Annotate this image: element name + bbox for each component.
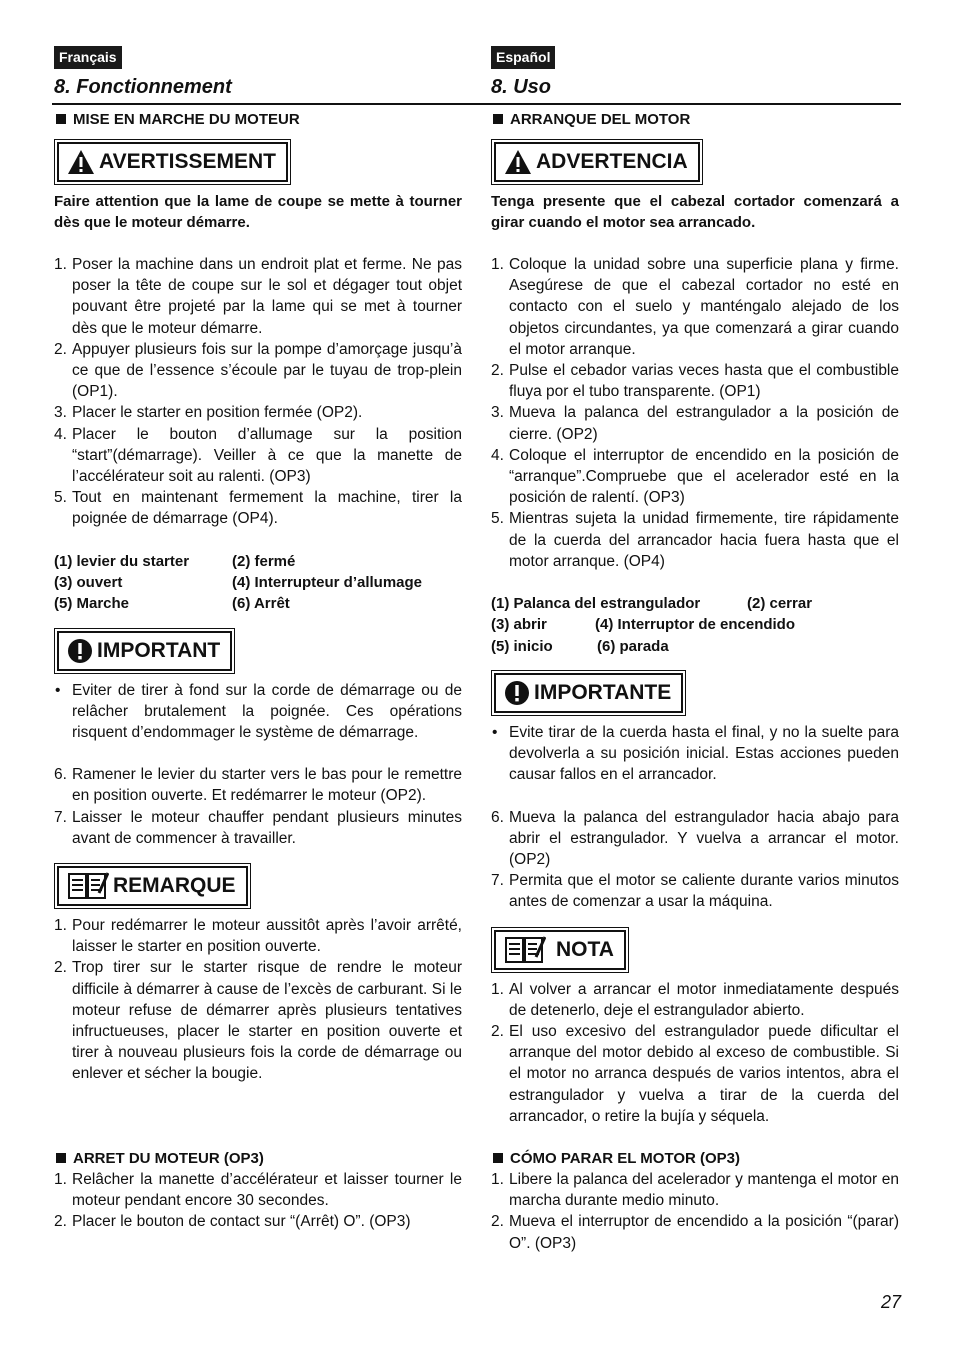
list-item xyxy=(54,915,462,957)
list-item-number: 5. xyxy=(491,510,504,528)
list-item-text: Al volver a arrancar el motor inmediatamente después de detenerlo, deje el estrangulador abierto. xyxy=(509,980,899,1019)
note-list xyxy=(491,979,899,1127)
square-bullet-icon xyxy=(493,1153,503,1163)
legend-item: (2) cerrar xyxy=(747,595,813,613)
legend-row xyxy=(54,551,462,572)
list-item-number: 1. xyxy=(54,1170,67,1188)
list-item-text: Placer le bouton de contact sur “(Arrêt) O”. (OP3) xyxy=(72,1212,411,1230)
legend-item: (1) Palanca del estrangulador xyxy=(491,595,701,613)
warning-box: AVERTISSEMENT xyxy=(57,142,288,182)
list-item-number: 2. xyxy=(54,340,67,358)
list-item-number: 1. xyxy=(491,980,504,998)
list-item-text: Tout en maintenant fermement la machine, tirer la poignée de démarrage (OP4). xyxy=(72,489,462,528)
continue-steps xyxy=(491,807,899,913)
list-item-number: 7. xyxy=(491,872,504,890)
legend-item: (2) fermé xyxy=(232,552,296,570)
list-item-text: Appuyer plusieurs fois sur la pompe d’amorçage jusqu’à ce que de l’essence s’écoule par le tuyau de trop-plein (OP1). xyxy=(72,340,462,401)
heading-stop-engine: CÓMO PARAR EL MOTOR (OP3) xyxy=(491,1148,899,1169)
list-item-number: 6. xyxy=(491,808,504,826)
list-item xyxy=(54,424,462,488)
list-item xyxy=(54,1169,462,1211)
important-list xyxy=(491,722,899,786)
list-item-number: 2. xyxy=(54,959,67,977)
section-title: 8. Uso xyxy=(491,76,552,98)
warning-triangle-icon xyxy=(67,149,95,175)
continue-steps xyxy=(54,764,462,849)
page-number: 27 xyxy=(880,1292,901,1312)
list-item-number: 4. xyxy=(491,446,504,464)
legend-item: (1) levier du starter xyxy=(54,552,190,570)
list-item-text: Pulse el cebador varias veces hasta que el combustible fluya por el tubo transparente. (OP1) xyxy=(509,362,899,401)
square-bullet-icon xyxy=(493,114,503,124)
legend-row xyxy=(491,636,899,657)
legend-item: (5) Marche xyxy=(54,595,130,613)
stop-steps xyxy=(54,1169,462,1233)
list-item xyxy=(491,402,899,444)
list-item-number: 2. xyxy=(491,362,504,380)
list-item-number: 3. xyxy=(54,404,67,422)
legend-item: (6) Arrêt xyxy=(232,595,290,613)
legend-item: (5) inicio xyxy=(491,637,553,655)
list-item-number: 1. xyxy=(491,1170,504,1188)
exclamation-icon xyxy=(504,680,530,706)
legend-item: (3) ouvert xyxy=(54,573,123,591)
start-steps xyxy=(54,254,462,530)
list-item-text: Relâcher la manette d’accélérateur et laisser tourner le moteur pendant encore 30 secondes. xyxy=(72,1170,462,1209)
legend-item: (6) parada xyxy=(597,637,669,655)
list-item-number: 2. xyxy=(54,1212,67,1230)
legend-item: (4) Interrupteur d’allumage xyxy=(232,573,423,591)
list-item-number: 2. xyxy=(491,1213,504,1231)
list-item xyxy=(491,254,899,360)
warning-text: Faire attention que la lame de coupe se mette à tourner dès que le moteur démarre. xyxy=(54,193,462,231)
list-item-text: Pour redémarrer le moteur aussitôt après l’avoir arrêté, laisser le starter en position ouverte. xyxy=(72,916,462,956)
stop-steps xyxy=(491,1169,899,1254)
list-item-text: Libere la palanca del acelerador y mantenga el motor en marcha durante medio minuto. xyxy=(509,1170,899,1210)
list-item xyxy=(54,957,462,1084)
list-item xyxy=(491,979,899,1021)
list-item-text: Mueva la palanca del estrangulador hacia abajo para abrir el estrangulador. Y vuelva a arrancar el motor. (OP2) xyxy=(509,808,899,868)
list-item-text: Laisser le moteur chauffer pendant plusieurs minutes avant de commencer à travailler. xyxy=(72,808,462,847)
start-steps xyxy=(491,254,899,572)
legend xyxy=(491,593,899,657)
list-item-text: Permita que el motor se caliente durante varios minutos antes de comenzar a usar la máquina. xyxy=(509,872,899,911)
important-box: IMPORTANTE xyxy=(494,673,683,713)
list-item-text: Coloque la unidad sobre una superficie plana y firme. Asegúrese de que el cabezal cortador no esté en contacto con el suelo y manténgalo alejado de los objetos circundantes, ya que comenzará a girar cuando el motor arranque. xyxy=(509,256,899,358)
list-item xyxy=(491,1211,899,1253)
list-item-text: Placer le bouton d’allumage sur la position “start”(démarrage). Veiller à ce que la manette de l’accélérateur soit au ralenti. (OP3) xyxy=(72,425,462,486)
list-item-text: Coloque el interruptor de encendido en la posición de “arranque”.Compruebe que el acelerador esté en la posición de ralentí. (OP3) xyxy=(509,446,899,507)
list-item xyxy=(54,764,462,806)
important-list xyxy=(54,680,462,744)
list-item xyxy=(491,360,899,402)
heading-stop-engine: ARRET DU MOTEUR (OP3) xyxy=(54,1148,462,1169)
list-item-number: 7. xyxy=(54,808,67,826)
list-item-text: Mientras sujeta la unidad firmemente, tire rápidamente de la cuerda del arrancador hacia fuera hasta que el motor arranque. (OP4) xyxy=(509,510,899,570)
legend-row xyxy=(54,572,462,593)
language-tag: Español xyxy=(491,46,555,69)
list-item-text: El uso excesivo del estrangulador puede dificultar el arranque del motor debido al exceso de combustible. Si el motor no arranca después de varios intentos, abra el estrangulador y vuelva a tirar de la cuerda del arrancador, o retire la bujía y séquela. xyxy=(509,1022,899,1125)
list-item-number: 1. xyxy=(54,256,67,273)
list-item xyxy=(491,870,899,912)
list-item-text: Poser la machine dans un endroit plat et ferme. Ne pas poser la tête de coupe sur le sol et dégager tout objet pouvant être projeté par la lame qui se met à tourner dès que le moteur démarre. xyxy=(72,256,462,337)
heading-start-engine: ARRANQUE DEL MOTOR xyxy=(491,109,899,130)
square-bullet-icon xyxy=(56,114,66,124)
column-spanish xyxy=(491,46,899,1254)
list-item-text: Placer le starter en position fermée (OP2). xyxy=(72,404,363,422)
language-tag: Français xyxy=(54,46,122,69)
legend-item: (3) abrir xyxy=(491,616,547,634)
list-item xyxy=(54,807,462,849)
list-item xyxy=(54,1211,462,1232)
note-book-icon xyxy=(504,935,546,965)
list-item-number: 4. xyxy=(54,425,67,443)
warning-box: ADVERTENCIA xyxy=(494,142,700,182)
list-item: • Evite tirar de la cuerda hasta el final, y no la suelte para devolverla a su posición inicial. Estas acciones pueden causar fallos en el arrancador. xyxy=(491,722,899,786)
important-box: IMPORTANT xyxy=(57,631,232,671)
note-book-icon xyxy=(67,871,109,901)
list-item-number: 6. xyxy=(54,766,67,784)
list-item-text: Trop tirer sur le starter risque de rendre le moteur difficile à démarrer à cause de l’excès de carburant. Si le moteur refuse de démarrer après plusieurs tentatives infructueuses, placer le starter en position ouverte et tirer à nouveau plusieurs fois la corde de démarrage ou enlever et sécher la bougie. xyxy=(72,959,462,1083)
list-item-number: 3. xyxy=(491,404,504,422)
list-item xyxy=(491,807,899,871)
list-item xyxy=(491,1169,899,1211)
list-item xyxy=(491,445,899,509)
list-item-number: 1. xyxy=(54,916,67,934)
list-item-text: Ramener le levier du starter vers le bas pour le remettre en position ouverte. Et redémarrer le moteur (OP2). xyxy=(72,766,462,805)
legend-row xyxy=(491,614,899,635)
warning-triangle-icon xyxy=(504,149,532,175)
column-french xyxy=(54,46,462,1232)
warning-text: Tenga presente que el cabezal cortador comenzará a girar cuando el motor sea arrancado. xyxy=(491,193,899,231)
section-title: 8. Fonctionnement xyxy=(54,76,232,98)
legend-row xyxy=(54,593,462,614)
note-list xyxy=(54,915,462,1085)
list-item-number: 1. xyxy=(491,256,504,273)
exclamation-icon xyxy=(67,638,93,664)
square-bullet-icon xyxy=(56,1153,66,1163)
list-item xyxy=(54,339,462,403)
note-box: NOTA xyxy=(494,930,626,970)
list-item xyxy=(54,254,462,339)
list-item xyxy=(54,487,462,529)
list-item-text: Mueva la palanca del estrangulador a la posición de cierre. (OP2) xyxy=(509,404,899,443)
list-item-text: Mueva el interruptor de encendido a la posición “(parar) O”. (OP3) xyxy=(509,1213,899,1252)
list-item xyxy=(491,508,899,572)
legend-row xyxy=(491,593,899,614)
list-item: • Eviter de tirer à fond sur la corde de démarrage ou de relâcher brutalement la poignée. Ces opérations risquent d’endommager le système de démarrage. xyxy=(54,680,462,744)
legend-item: (4) Interruptor de encendido xyxy=(595,616,796,634)
list-item xyxy=(491,1021,899,1127)
legend xyxy=(54,551,462,615)
list-item xyxy=(54,402,462,423)
list-item-number: 5. xyxy=(54,489,67,507)
list-item-number: 2. xyxy=(491,1022,504,1040)
heading-start-engine: MISE EN MARCHE DU MOTEUR xyxy=(54,109,462,130)
note-box: REMARQUE xyxy=(57,866,248,906)
